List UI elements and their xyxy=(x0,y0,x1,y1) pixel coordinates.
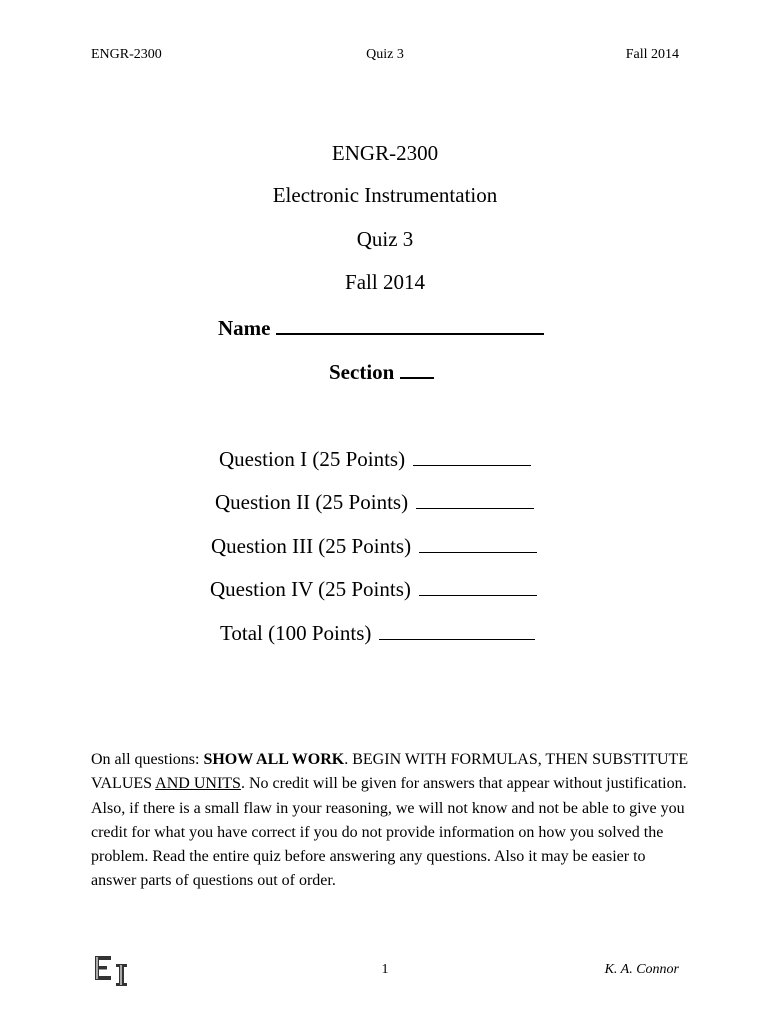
section-blank[interactable] xyxy=(400,357,434,379)
total-row xyxy=(220,619,535,646)
total-score-blank[interactable] xyxy=(379,619,535,640)
title-term: Fall 2014 xyxy=(345,270,425,294)
question-3-row xyxy=(211,532,537,559)
header-course: ENGR-2300 xyxy=(91,47,162,62)
question-2-label: Question II (25 Points) xyxy=(215,490,409,514)
instructions-prefix: On all questions: xyxy=(91,751,204,768)
question-2-score-blank[interactable] xyxy=(416,488,534,509)
title-course: ENGR-2300 xyxy=(331,141,439,165)
header-term: Fall 2014 xyxy=(625,47,679,62)
question-4-score-blank[interactable] xyxy=(419,575,537,596)
title-subject: Electronic Instrumentation xyxy=(272,183,498,207)
question-3-label: Question III (25 Points) xyxy=(211,534,412,558)
question-1-row xyxy=(219,445,531,472)
instructions-bold: SHOW ALL WORK xyxy=(203,751,345,768)
title-quiz: Quiz 3 xyxy=(356,227,414,251)
page-number: 1 xyxy=(381,962,389,977)
instructions-paragraph xyxy=(91,748,691,894)
footer-author: K. A. Connor xyxy=(604,962,679,977)
name-field-row xyxy=(218,313,544,341)
question-1-score-blank[interactable] xyxy=(413,445,531,466)
instructions-underlined: AND UNITS xyxy=(155,775,241,793)
name-blank[interactable] xyxy=(276,313,544,335)
total-label: Total (100 Points) xyxy=(220,621,372,645)
section-field-row xyxy=(329,357,434,385)
question-3-score-blank[interactable] xyxy=(419,532,537,553)
header-quiz: Quiz 3 xyxy=(366,47,404,62)
question-2-row xyxy=(215,488,534,515)
name-label: Name xyxy=(218,316,271,340)
question-4-row xyxy=(210,575,537,602)
question-4-label: Question IV (25 Points) xyxy=(210,577,411,601)
instructions-rest: . No credit will be given for answers that appear without justification. Also, if there is a small flaw in your reasoning, we will not know and not be able to give you credit for what you have correct if you do not provide information on how you solved the problem. Read the entire quiz before answering any questions. Also it may be easier to answer parts of questions out of order. xyxy=(91,775,687,890)
section-label: Section xyxy=(329,360,395,384)
instructions-mid: . BEGIN WITH FORMULAS, THEN SUBSTITUTE VALUES xyxy=(91,751,689,793)
question-1-label: Question I (25 Points) xyxy=(219,447,406,471)
